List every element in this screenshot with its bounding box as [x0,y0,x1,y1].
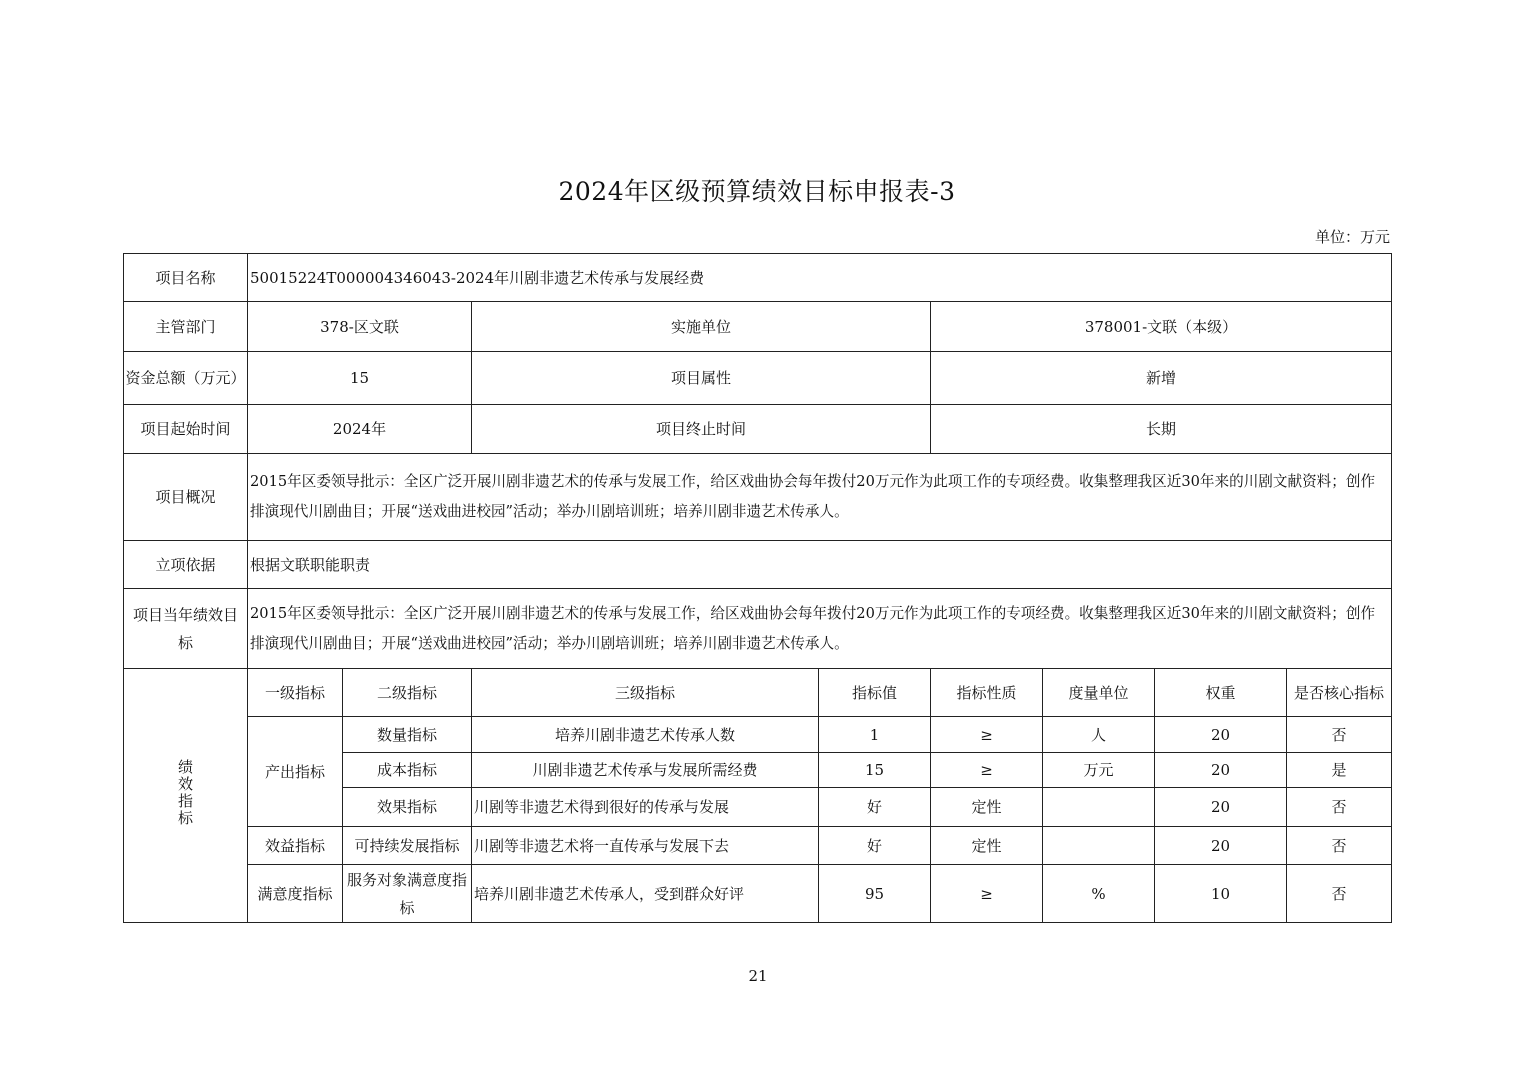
impl-unit-value: 378001-文联（本级） [931,302,1392,352]
page-title: 2024年区级预算绩效目标申报表-3 [558,177,956,206]
header-level3: 三级指标 [472,669,819,717]
row-core: 是 [1287,753,1392,788]
department-value: 378-区文联 [248,302,472,352]
row-value: 好 [819,788,931,827]
row-weight: 20 [1155,827,1287,865]
start-time-value: 2024年 [248,405,472,454]
row-nature: 定性 [931,827,1043,865]
row-level3: 培养川剧非遗艺术传承人，受到群众好评 [472,865,819,923]
row-nature: 定性 [931,788,1043,827]
row-value: 95 [819,865,931,923]
indicator-header-row [124,669,1392,717]
department-label: 主管部门 [124,302,248,352]
project-name-label: 项目名称 [124,254,248,302]
row-unit [1043,827,1155,865]
overview-label: 项目概况 [124,454,248,541]
page-number: 21 [748,967,768,985]
header-unit: 度量单位 [1043,669,1155,717]
end-time-label: 项目终止时间 [472,405,931,454]
row-level2: 效果指标 [343,788,472,827]
row-level2: 可持续发展指标 [343,827,472,865]
row-unit: 万元 [1043,753,1155,788]
row-level3: 培养川剧非遗艺术传承人数 [472,717,819,753]
row-overview [124,454,1392,541]
row-funds [124,352,1392,405]
group-output: 产出指标 [248,717,343,827]
project-name-value: 50015224T000004346043-2024年川剧非遗艺术传承与发展经费 [248,254,1392,302]
row-time [124,405,1392,454]
unit-label: 单位：万元 [1314,228,1390,246]
group-benefit: 效益指标 [248,827,343,865]
row-level3: 川剧等非遗艺术得到很好的传承与发展 [472,788,819,827]
overview-text: 2015年区委领导批示：全区广泛开展川剧非遗艺术的传承与发展工作，给区戏曲协会每年拨付20万元作为此项工作的专项经费。收集整理我区近30年来的川剧文献资料；创作排演现代川剧曲目；开展“送戏曲进校园”活动；举办川剧培训班；培养川剧非遗艺术传承人。 [248,454,1392,541]
end-time-value: 长期 [931,405,1392,454]
header-weight: 权重 [1155,669,1287,717]
row-unit: 人 [1043,717,1155,753]
header-nature: 指标性质 [931,669,1043,717]
row-core: 否 [1287,865,1392,923]
project-attr-label: 项目属性 [472,352,931,405]
row-weight: 20 [1155,753,1287,788]
row-level2: 服务对象满意度指标 [343,865,472,923]
header-core: 是否核心指标 [1287,669,1392,717]
row-value: 好 [819,827,931,865]
basis-text: 根据文联职能职责 [248,541,1392,589]
row-unit [1043,788,1155,827]
row-level2: 成本指标 [343,753,472,788]
row-nature: ≥ [931,865,1043,923]
row-weight: 20 [1155,717,1287,753]
funds-label: 资金总额（万元） [124,352,248,405]
header-level2: 二级指标 [343,669,472,717]
annual-goal-label: 项目当年绩效目标 [124,589,248,669]
row-core: 否 [1287,788,1392,827]
row-unit: % [1043,865,1155,923]
performance-target-table [123,253,1392,923]
indicators-section-label [124,669,248,923]
table-row [124,827,1392,865]
row-annual-goal [124,589,1392,669]
row-basis [124,541,1392,589]
header-value: 指标值 [819,669,931,717]
funds-value: 15 [248,352,472,405]
row-nature: ≥ [931,753,1043,788]
table-row [124,865,1392,923]
row-project-name [124,254,1392,302]
row-core: 否 [1287,827,1392,865]
row-core: 否 [1287,717,1392,753]
row-value: 15 [819,753,931,788]
row-level3: 川剧非遗艺术传承与发展所需经费 [472,753,819,788]
annual-goal-text: 2015年区委领导批示：全区广泛开展川剧非遗艺术的传承与发展工作，给区戏曲协会每年拨付20万元作为此项工作的专项经费。收集整理我区近30年来的川剧文献资料；创作排演现代川剧曲目；开展“送戏曲进校园”活动；举办川剧培训班；培养川剧非遗艺术传承人。 [248,589,1392,669]
row-level3: 川剧等非遗艺术将一直传承与发展下去 [472,827,819,865]
indicators-section-chars: 绩 效 指 标 [177,758,193,827]
row-weight: 10 [1155,865,1287,923]
project-attr-value: 新增 [931,352,1392,405]
row-nature: ≥ [931,717,1043,753]
header-level1: 一级指标 [248,669,343,717]
row-level2: 数量指标 [343,717,472,753]
start-time-label: 项目起始时间 [124,405,248,454]
table-row [124,717,1392,753]
row-department [124,302,1392,352]
impl-unit-label: 实施单位 [472,302,931,352]
group-satisfaction: 满意度指标 [248,865,343,923]
basis-label: 立项依据 [124,541,248,589]
row-value: 1 [819,717,931,753]
row-weight: 20 [1155,788,1287,827]
